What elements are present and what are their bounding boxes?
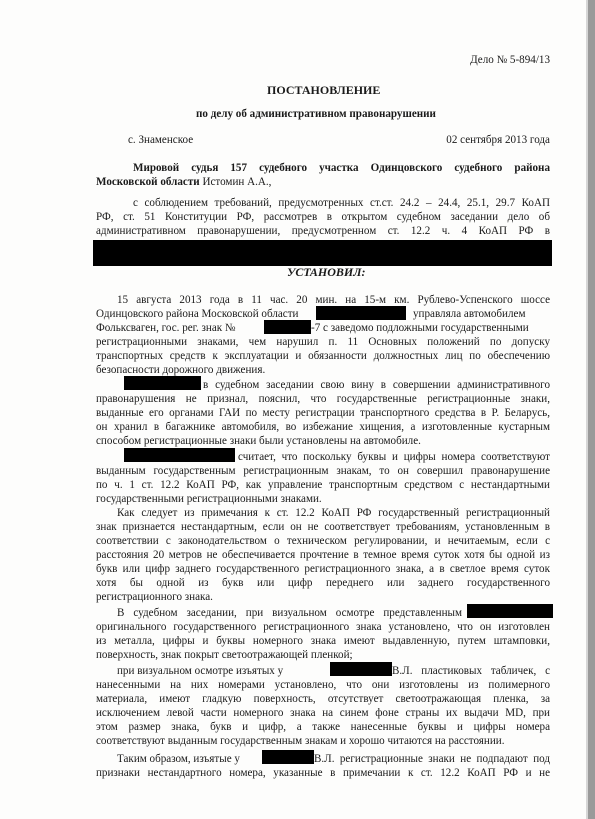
redaction-bar — [93, 240, 552, 266]
paragraph-line: правонарушения не признал, пояснил, что государственные регистрационные знаки, — [96, 393, 550, 405]
paragraph-line: Фольксваген, гос. рег. знак № — [96, 322, 236, 334]
intro-line: административном правонарушении, предусмотренном ст. 12.2 ч. 4 КоАП РФ в — [96, 225, 550, 237]
paragraph-line: регистрационного знака. — [96, 591, 213, 603]
redaction-bar — [124, 448, 235, 462]
paragraph-line: способом регистрационные знаки были установлены на автомобиле. — [96, 435, 421, 447]
judge-line: Московской области Истомин А.А., — [96, 176, 272, 188]
paragraph-line: Как следует из примечания к ст. 12.2 КоАП РФ государственный регистрационный — [117, 507, 550, 519]
paragraph-line: выданным государственным регистрационным знакам, то он совершил правонарушение — [96, 465, 550, 477]
paragraph-line: хотя бы одной из букв или цифр переднего или заднего государственного — [96, 577, 550, 589]
judge-line: Мировой судья 157 судебного участка Одинцовского судебного района — [133, 162, 550, 174]
paragraph-line: оригинального государственного регистрационного знака установлено, что он изготовлен — [96, 621, 550, 633]
paragraph-line: В.Л. регистрационные знаки не подпадают под — [314, 753, 550, 765]
paragraph-line: государственными регистрационными знаками. — [96, 493, 322, 505]
paragraph-line: транспортных средств к эксплуатации и обязанности должностных лиц по обеспечению — [96, 350, 550, 362]
paragraph-line: исключением левой части номерного знака на синем фоне страны их выдачи MD, при — [96, 707, 550, 719]
redaction-bar — [316, 306, 406, 320]
date: 02 сентября 2013 года — [446, 134, 550, 146]
paragraph-line: регистрационными знаками, чем нарушил п. 11 Основных положений по допуску — [96, 336, 550, 348]
paragraph-line: управляла автомобилем — [413, 308, 526, 320]
redaction-bar — [467, 604, 553, 618]
intro-line: с соблюдением требований, предусмотренных ст.ст. 24.2 – 24.4, 25.1, 29.7 КоАП — [133, 197, 550, 209]
established-heading: УСТАНОВИЛ: — [287, 265, 366, 279]
paragraph-line: нанесенными на них номерами установлено, что они изготовлены из полимерного — [96, 679, 550, 691]
paragraph-line: материала, имеют гладкую поверхность, отсутствует светоотражающая пленка, за — [96, 693, 550, 705]
paragraph-line: В судебном заседании, при визуальном осмотре представленным — [117, 607, 462, 619]
redaction-bar — [330, 662, 392, 676]
paragraph-line: знак признается нестандартным, если он не соответствует требованиям, установленным в — [96, 521, 550, 533]
page-edge-shadow — [588, 0, 595, 819]
paragraph-line: расстояния 20 метров не обеспечивается прочтение в темное время суток хотя бы одной из — [96, 549, 550, 561]
paragraph-line: букв или цифр заднего государственного регистрационного знака, а в светлое время суток — [96, 563, 550, 575]
place: с. Знаменское — [128, 134, 194, 146]
paragraph-line: соответствии с законодательством о техническом регулировании, и нечитаемым, если с — [96, 535, 550, 547]
paragraph-line: по ч. 1 ст. 12.2 КоАП РФ, как управление транспортным средством с нестандартными — [96, 479, 550, 491]
paragraph-line: этом размер знака, букв и цифр, а также нанесенные буквы и цифры номера — [96, 721, 550, 733]
redaction-bar — [262, 750, 314, 764]
paragraph-line: признаки нестандартного номера, указанные в примечании к ст. 12.2 КоАП РФ и не — [96, 767, 550, 779]
document-title: ПОСТАНОВЛЕНИЕ — [267, 83, 381, 97]
paragraph-line: Одинцовского района Московской области — [96, 308, 299, 320]
document-subtitle: по делу об административном правонарушении — [196, 108, 436, 120]
paragraph-line: он хранил в багажнике автомобиля, во избежание хищения, а изготовленные кустарным — [96, 421, 550, 433]
paragraph-line: безопасности дорожного движения. — [96, 364, 266, 376]
paragraph-line: из металла, цифры и буквы номерного знака имеют выдавленную, путем штамповки, — [96, 635, 550, 647]
paragraph-line: при визуальном осмотре изъятых у — [117, 665, 284, 677]
paragraph-line: В.Л. пластиковых табличек, с — [392, 665, 550, 677]
paragraph-line: поверхность, знак покрыт светоотражающей пленкой; — [96, 649, 353, 661]
paragraph-line: в судебном заседании свою вину в совершении административного — [203, 379, 550, 391]
paragraph-line: считает, что поскольку буквы и цифры номера соответствуют — [238, 451, 550, 463]
redaction-bar — [124, 376, 201, 390]
paragraph-line: -7 с заведомо подложными государственными — [311, 322, 529, 334]
paragraph-line: Таким образом, изъятые у — [117, 753, 240, 765]
intro-line: РФ, ст. 51 Конституции РФ, рассмотрев в открытом судебном заседании дело об — [96, 211, 550, 223]
page-edge-shadow — [586, 0, 588, 819]
case-number: Дело № 5-894/13 — [470, 54, 550, 66]
paragraph-line: соответствуют выданным государственным знакам и хорошо читаются на расстоянии. — [96, 735, 505, 747]
paragraph-line: выданные его органами ГАИ по месту регистрации транспортного средства в Р. Беларусь, — [96, 407, 550, 419]
paragraph-line: 15 августа 2013 года в 11 час. 20 мин. на 15-м км. Рублево-Успенского шоссе — [117, 294, 550, 306]
redaction-bar — [264, 320, 311, 334]
